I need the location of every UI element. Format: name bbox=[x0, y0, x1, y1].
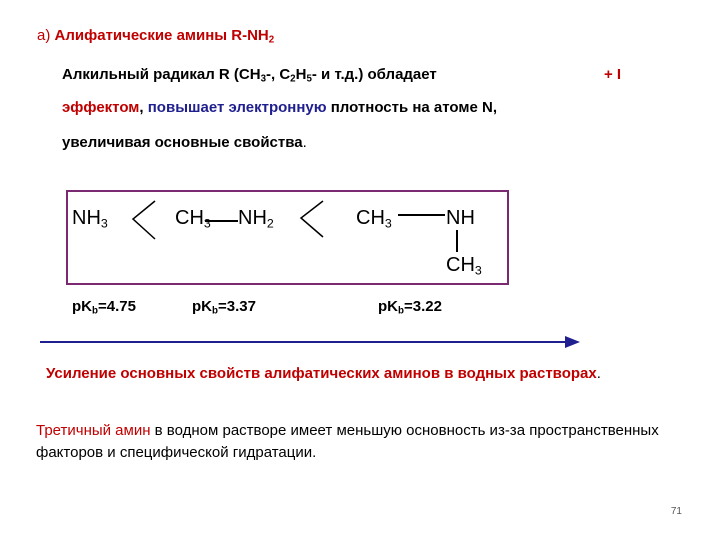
intro-text: -, C bbox=[266, 66, 291, 83]
formula-text: CH bbox=[356, 207, 385, 229]
less-than-sign-2 bbox=[301, 201, 323, 237]
intro-text: плотность на атоме N, bbox=[326, 99, 497, 116]
subscript: 3 bbox=[474, 263, 482, 278]
pk-ammonia bbox=[72, 298, 136, 315]
intro-text: H bbox=[295, 66, 307, 83]
formula-text: NH bbox=[446, 207, 475, 229]
pk-methylamine bbox=[192, 298, 256, 315]
subscript: b bbox=[212, 305, 218, 317]
pk-label: pK bbox=[378, 298, 398, 315]
subscript: 3 bbox=[260, 73, 266, 85]
formula-text: NH bbox=[238, 207, 267, 229]
subscript: 2 bbox=[290, 73, 296, 85]
pk-dimethylamine bbox=[378, 298, 442, 315]
subscript: 3 bbox=[203, 216, 211, 231]
intro-text: , bbox=[139, 99, 148, 116]
subscript: 3 bbox=[100, 216, 108, 231]
less-than-sign-1 bbox=[133, 201, 155, 239]
tertiary-amine-note bbox=[36, 420, 706, 464]
pk-value: =3.37 bbox=[217, 298, 256, 315]
trend-text: Усиление основных свойств алифатических аминов в водных растворах bbox=[46, 365, 597, 382]
trend-statement bbox=[46, 363, 606, 385]
trend-dot: . bbox=[596, 365, 601, 382]
pk-label: pK bbox=[192, 298, 212, 315]
formula-text: CH bbox=[175, 207, 204, 229]
intro-text: - и т.д.) обладает bbox=[311, 66, 437, 83]
subscript: 2 bbox=[266, 216, 274, 231]
heading-title: Алифатические амины R-NH bbox=[54, 27, 269, 44]
subscript: b bbox=[92, 305, 98, 317]
heading-subscript: 2 bbox=[268, 34, 275, 46]
formula-text: CH bbox=[446, 254, 475, 276]
page-number: 71 bbox=[670, 506, 682, 517]
pk-value: =3.22 bbox=[403, 298, 442, 315]
electron-word: электронную bbox=[228, 99, 327, 116]
trend-arrow-head bbox=[565, 336, 580, 348]
intro-text: Алкильный радикал R (CH bbox=[62, 66, 261, 83]
subscript: b bbox=[398, 305, 404, 317]
formula-text: NH bbox=[72, 207, 101, 229]
subscript: 5 bbox=[306, 73, 312, 85]
tertiary-note-text: в водном растворе имеет меньшую основность из-за пространственных факторов и специфической гидратации. bbox=[36, 422, 659, 461]
tertiary-amine-term: Третичный амин bbox=[36, 422, 151, 439]
heading-prefix: a) bbox=[37, 27, 55, 44]
pk-label: pK bbox=[72, 298, 92, 315]
intro-text: . bbox=[302, 134, 307, 151]
effect-word: эффектом bbox=[62, 99, 140, 116]
subscript: 3 bbox=[384, 216, 392, 231]
pk-value: =4.75 bbox=[97, 298, 136, 315]
inductive-effect-label: + I bbox=[604, 66, 622, 83]
increases-word: повышает bbox=[147, 99, 225, 116]
intro-text: увеличивая основные свойства bbox=[62, 134, 303, 151]
